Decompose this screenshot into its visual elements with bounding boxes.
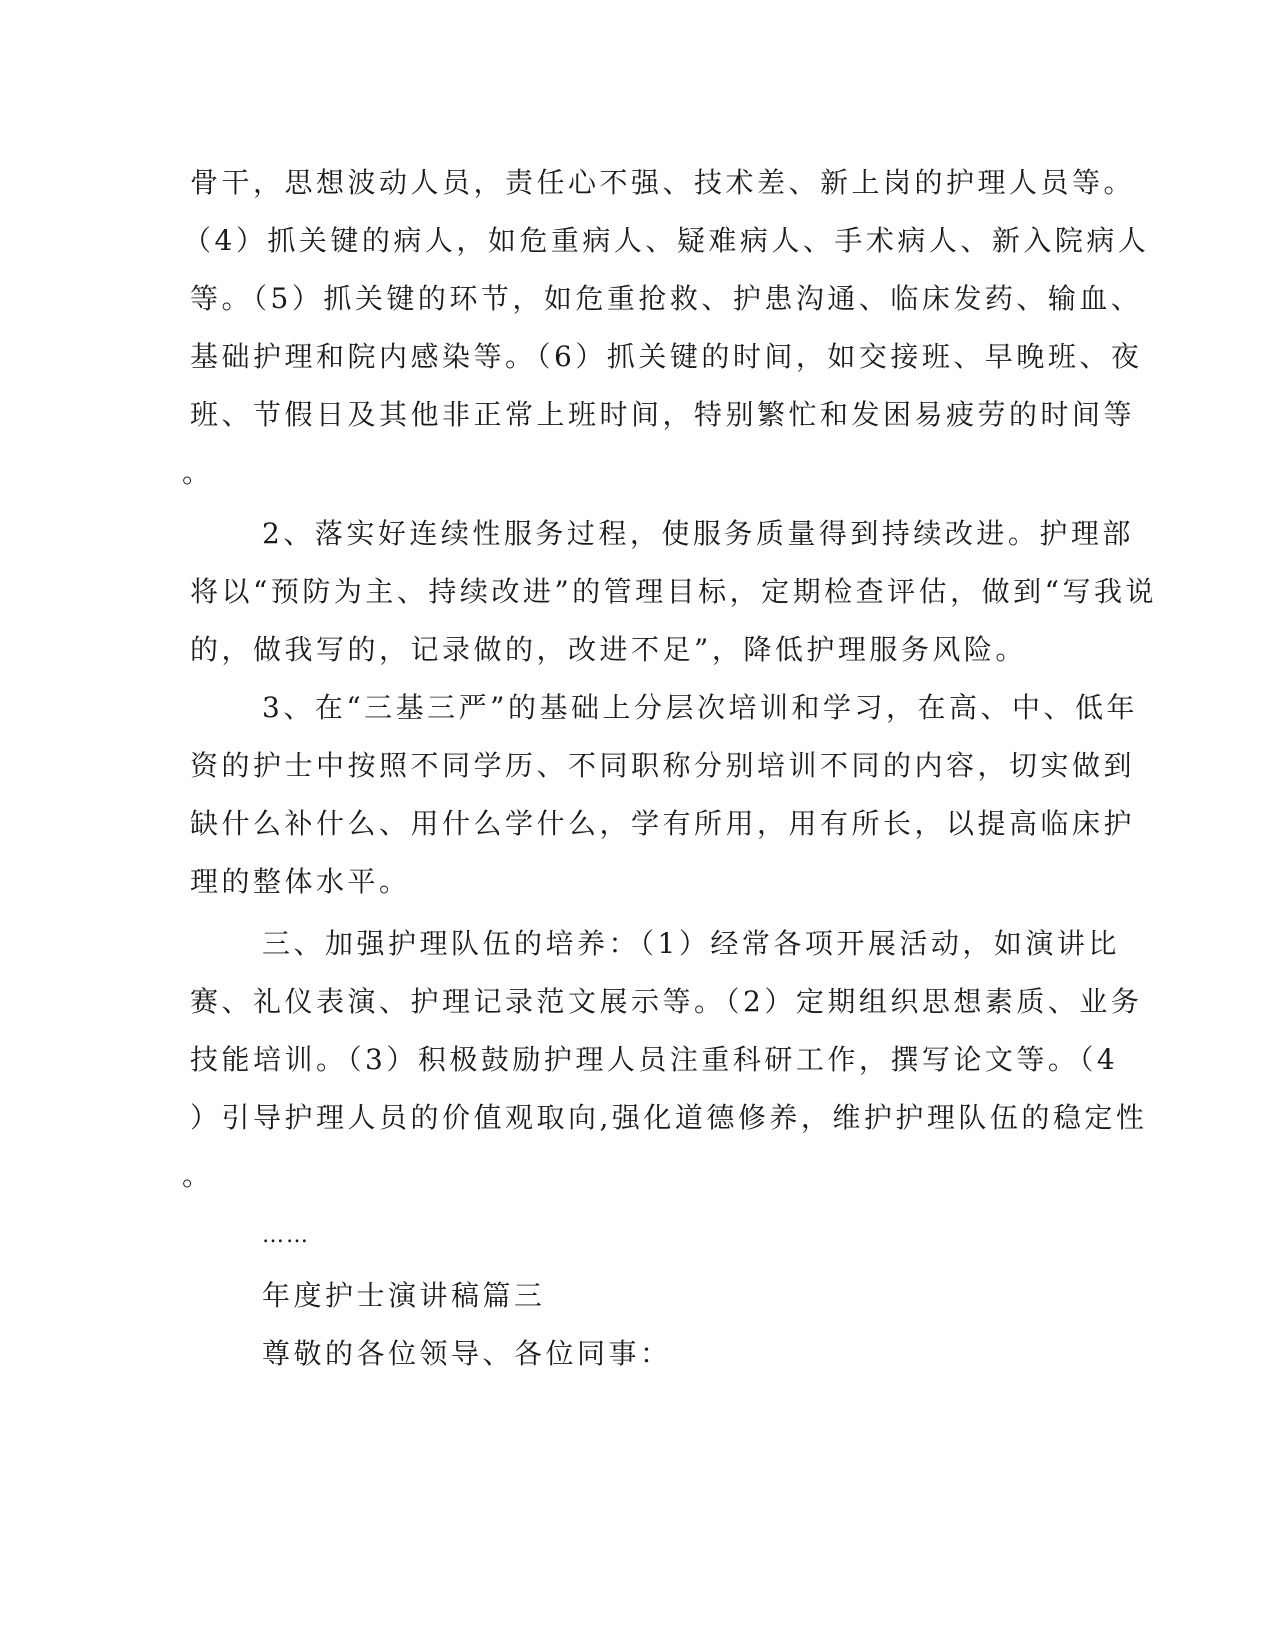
- text-line: 资的护士中按照不同学历、不同职称分别培训不同的内容，切实做到: [190, 749, 1136, 782]
- paragraph-start-line: 2、落实好连续性服务过程，使服务质量得到持续改进。护理部: [262, 517, 1134, 550]
- text-line: 缺什么补什么、用什么学什么，学有所用，用有所长，以提高临床护: [190, 807, 1136, 840]
- ellipsis-line: ……: [262, 1223, 310, 1248]
- paragraph-start-line: 3、在“三基三严”的基础上分层次培训和学习，在高、中、低年: [262, 691, 1138, 724]
- text-line: （4）抓关键的病人，如危重病人、疑难病人、手术病人、新入院病人: [183, 224, 1150, 257]
- text-line: 。: [182, 456, 214, 489]
- text-line: 等。（5）抓关键的环节，如危重抢救、护患沟通、临床发药、输血、: [190, 282, 1143, 315]
- paragraph-start-line: 三、加强护理队伍的培养：（1）经常各项开展活动，如演讲比: [262, 927, 1120, 960]
- section-title: 年度护士演讲稿篇三: [262, 1279, 546, 1312]
- text-line: 。: [182, 1159, 214, 1192]
- text-line: 的，做我写的，记录做的，改进不足”，降低护理服务风险。: [190, 633, 1027, 666]
- text-line: ）引导护理人员的价值观取向,强化道德修养，维护护理队伍的稳定性: [190, 1101, 1148, 1134]
- salutation-line: 尊敬的各位领导、各位同事：: [262, 1337, 672, 1370]
- text-line: 基础护理和院内感染等。（6）抓关键的时间，如交接班、早晚班、夜: [190, 340, 1143, 373]
- text-line: 技能培训。（3）积极鼓励护理人员注重科研工作，撰写论文等。（4: [190, 1043, 1119, 1076]
- text-line: 赛、礼仪表演、护理记录范文展示等。（2）定期组织思想素质、业务: [190, 985, 1143, 1018]
- text-line: 班、节假日及其他非正常上班时间，特别繁忙和发困易疲劳的时间等: [190, 398, 1136, 431]
- text-line: 理的整体水平。: [190, 865, 411, 898]
- text-line: 骨干，思想波动人员，责任心不强、技术差、新上岗的护理人员等。: [190, 166, 1136, 199]
- text-line: 将以“预防为主、持续改进”的管理目标，定期检查评估，做到“写我说: [190, 575, 1157, 608]
